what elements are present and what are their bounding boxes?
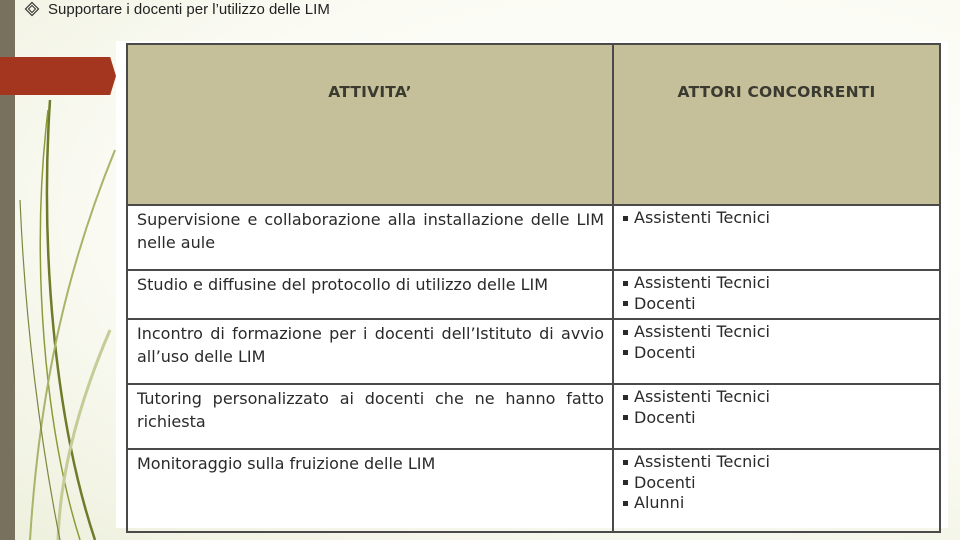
- actor-item: [623, 343, 931, 364]
- actor-item: [623, 408, 931, 429]
- actors-cell: [613, 449, 940, 532]
- accent-tab: [0, 57, 116, 95]
- square-bullet-icon: [623, 501, 628, 506]
- actor-label: Docenti: [634, 472, 696, 492]
- square-bullet-icon: [623, 216, 628, 221]
- activity-cell: Tutoring personalizzato ai docenti che ne hanno fatto richiesta: [127, 384, 613, 449]
- actors-cell: [613, 205, 940, 270]
- activity-cell: Supervisione e collaborazione alla installazione delle LIM nelle aule: [127, 205, 613, 270]
- square-bullet-icon: [623, 330, 628, 335]
- activity-cell: Monitoraggio sulla fruizione delle LIM: [127, 449, 613, 532]
- actor-label: Alunni: [634, 493, 685, 512]
- activity-cell: Studio e diffusine del protocollo di utilizzo delle LIM: [127, 270, 613, 319]
- actor-item: [623, 208, 931, 229]
- table-panel: [116, 41, 948, 528]
- diamond-bullet-icon: [24, 1, 40, 17]
- actor-label: Docenti: [634, 293, 696, 313]
- actors-cell: [613, 270, 940, 319]
- actor-label: Assistenti Tecnici: [634, 273, 770, 292]
- table-row: [127, 205, 940, 270]
- actor-list: [623, 452, 931, 514]
- header-activity: ATTIVITA’: [127, 44, 613, 205]
- header-actors: ATTORI CONCORRENTI: [613, 44, 940, 205]
- actor-label: Assistenti Tecnici: [634, 387, 770, 406]
- activities-table: [126, 43, 941, 533]
- actor-item: [623, 493, 931, 514]
- square-bullet-icon: [623, 480, 628, 485]
- table-header-row: [127, 44, 940, 205]
- actors-cell: [613, 384, 940, 449]
- slide-title-row: [24, 0, 330, 18]
- actor-label: Assistenti Tecnici: [634, 452, 770, 471]
- actor-item: [623, 294, 931, 315]
- actor-label: Docenti: [634, 407, 696, 427]
- actor-label: Assistenti Tecnici: [634, 208, 770, 227]
- actor-label: Docenti: [634, 342, 696, 362]
- activity-cell: Incontro di formazione per i docenti dell’Istituto di avvio all’uso delle LIM: [127, 319, 613, 384]
- table-row: [127, 384, 940, 449]
- square-bullet-icon: [623, 395, 628, 400]
- actor-item: [623, 473, 931, 494]
- actor-item: [623, 387, 931, 408]
- actor-list: [623, 273, 931, 314]
- actor-list: [623, 322, 931, 363]
- actor-item: [623, 273, 931, 294]
- square-bullet-icon: [623, 281, 628, 286]
- square-bullet-icon: [623, 415, 628, 420]
- square-bullet-icon: [623, 460, 628, 465]
- actors-cell: [613, 319, 940, 384]
- table-row: [127, 270, 940, 319]
- actor-list: [623, 208, 931, 229]
- table-row: [127, 319, 940, 384]
- actor-list: [623, 387, 931, 428]
- table-row: [127, 449, 940, 532]
- square-bullet-icon: [623, 301, 628, 306]
- actor-label: Assistenti Tecnici: [634, 322, 770, 341]
- actor-item: [623, 322, 931, 343]
- square-bullet-icon: [623, 350, 628, 355]
- slide-title: Supportare i docenti per l’utilizzo delle LIM: [48, 0, 330, 18]
- actor-item: [623, 452, 931, 473]
